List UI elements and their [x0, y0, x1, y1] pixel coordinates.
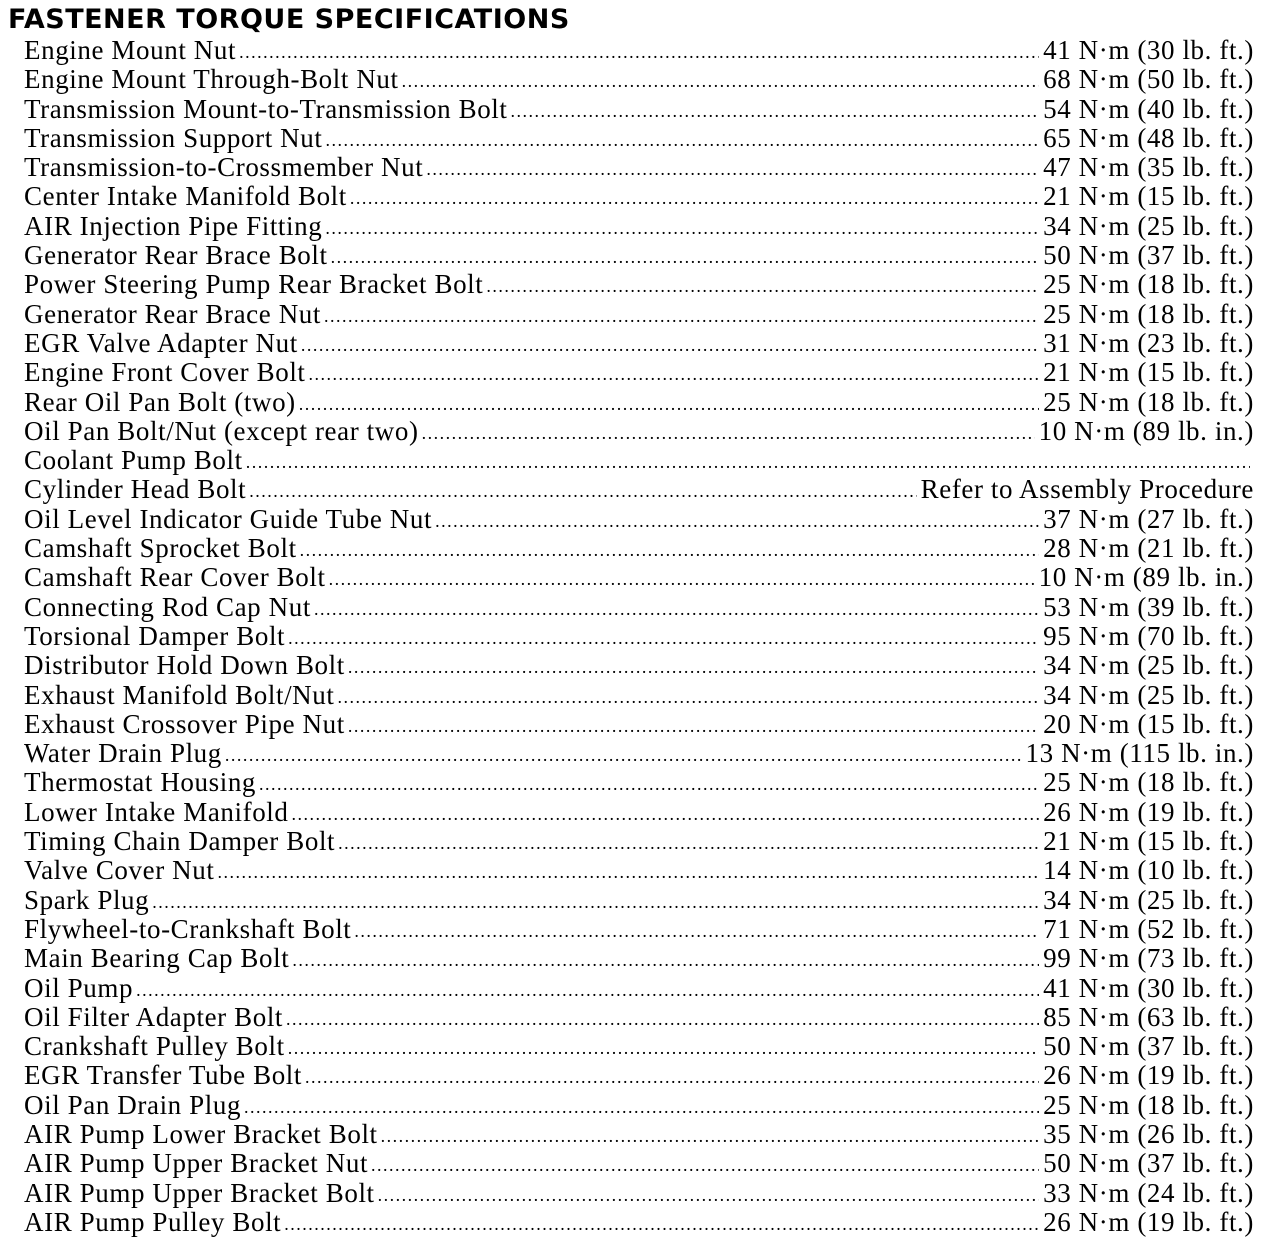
torque-value: 31 N·m (23 lb. ft.): [1043, 328, 1254, 358]
fastener-name: Main Bearing Cap Bolt: [24, 944, 290, 974]
fastener-name: Spark Plug: [24, 885, 150, 915]
torque-value: 68 N·m (50 lb. ft.): [1043, 65, 1254, 95]
fastener-name: Transmission Support Nut: [24, 123, 323, 153]
torque-value: 50 N·m (37 lb. ft.): [1043, 241, 1254, 271]
torque-value: 20 N·m (15 lb. ft.): [1043, 709, 1254, 739]
page-title: FASTENER TORQUE SPECIFICATIONS: [8, 4, 570, 35]
fastener-name: Exhaust Manifold Bolt/Nut: [24, 680, 335, 710]
spec-row: [24, 300, 1254, 329]
fastener-name: EGR Transfer Tube Bolt: [24, 1061, 303, 1091]
fastener-name: Crankshaft Pulley Bolt: [24, 1032, 285, 1062]
fastener-name: AIR Pump Lower Bracket Bolt: [24, 1119, 378, 1149]
fastener-name: Timing Chain Damper Bolt: [24, 827, 336, 857]
spec-row: [24, 417, 1254, 446]
fastener-name: Torsional Damper Bolt: [24, 621, 286, 651]
spec-row: [24, 827, 1254, 856]
dot-leader: [288, 624, 1039, 651]
dot-leader: [331, 243, 1040, 270]
torque-spec-list: [8, 36, 1254, 1237]
fastener-name: Transmission-to-Crossmember Nut: [24, 153, 424, 183]
torque-value: 41 N·m (30 lb. ft.): [1043, 36, 1254, 65]
dot-leader: [305, 1063, 1039, 1090]
fastener-name: Camshaft Rear Cover Bolt: [24, 563, 326, 593]
spec-row: [24, 856, 1254, 885]
spec-row: [24, 651, 1254, 680]
spec-row: [24, 974, 1254, 1003]
fastener-name: Coolant Pump Bolt: [24, 446, 243, 476]
fastener-name: Oil Filter Adapter Bolt: [24, 1002, 284, 1032]
spec-row: [24, 768, 1254, 797]
torque-value: 26 N·m (19 lb. ft.): [1043, 797, 1254, 827]
spec-row: [24, 886, 1254, 915]
spec-row: [24, 1120, 1254, 1149]
torque-value: 54 N·m (40 lb. ft.): [1043, 94, 1254, 124]
spec-row: [24, 915, 1254, 944]
fastener-name: Connecting Rod Cap Nut: [24, 592, 311, 622]
torque-value: 10 N·m (89 lb. in.): [1038, 416, 1254, 446]
spec-row: [24, 212, 1254, 241]
dot-leader: [350, 184, 1039, 211]
dot-leader: [239, 38, 1039, 65]
fastener-name: Cylinder Head Bolt: [24, 475, 247, 505]
dot-leader: [300, 536, 1039, 563]
torque-value: 14 N·m (10 lb. ft.): [1043, 856, 1254, 886]
fastener-name: Rear Oil Pan Bolt (two): [24, 387, 296, 417]
spec-row: [24, 358, 1254, 387]
spec-row: [24, 329, 1254, 358]
dot-leader: [259, 770, 1039, 797]
spec-row: [24, 475, 1254, 504]
torque-value: 25 N·m (18 lb. ft.): [1043, 270, 1254, 300]
fastener-name: Oil Pan Drain Plug: [24, 1090, 242, 1120]
torque-value: 25 N·m (18 lb. ft.): [1043, 387, 1254, 417]
spec-row: [24, 1032, 1254, 1061]
spec-row: [24, 182, 1254, 211]
torque-value: 34 N·m (25 lb. ft.): [1043, 885, 1254, 915]
spec-row: [24, 153, 1254, 182]
torque-value: 99 N·m (73 lb. ft.): [1043, 944, 1254, 974]
torque-value: 37 N·m (27 lb. ft.): [1043, 504, 1254, 534]
spec-row: [24, 1091, 1254, 1120]
torque-value: 21 N·m (15 lb. ft.): [1043, 182, 1254, 212]
spec-row: [24, 798, 1254, 827]
dot-leader: [286, 1005, 1039, 1032]
dot-leader: [435, 507, 1039, 534]
fastener-name: Valve Cover Nut: [24, 856, 215, 886]
fastener-name: Exhaust Crossover Pipe Nut: [24, 709, 345, 739]
torque-value: 50 N·m (37 lb. ft.): [1043, 1032, 1254, 1062]
spec-row: [24, 36, 1254, 65]
fastener-name: AIR Pump Pulley Bolt: [24, 1207, 282, 1237]
dot-leader: [152, 888, 1039, 915]
dot-leader: [426, 155, 1039, 182]
dot-leader: [511, 97, 1040, 124]
spec-row: [24, 681, 1254, 710]
torque-value: 71 N·m (52 lb. ft.): [1043, 914, 1254, 944]
torque-value: 21 N·m (15 lb. ft.): [1043, 358, 1254, 388]
dot-leader: [225, 741, 1022, 768]
torque-value: 10 N·m (89 lb. in.): [1038, 563, 1254, 593]
fastener-name: Generator Rear Brace Bolt: [24, 241, 328, 271]
spec-row: [24, 446, 1254, 475]
fastener-name: Distributor Hold Down Bolt: [24, 651, 345, 681]
fastener-name: Engine Mount Through-Bolt Nut: [24, 65, 399, 95]
torque-value: 26 N·m (19 lb. ft.): [1043, 1207, 1254, 1237]
spec-row: [24, 241, 1254, 270]
fastener-name: Lower Intake Manifold: [24, 797, 289, 827]
dot-leader: [337, 683, 1039, 710]
torque-value: 34 N·m (25 lb. ft.): [1043, 680, 1254, 710]
spec-row: [24, 944, 1254, 973]
dot-leader: [325, 214, 1039, 241]
torque-value: 26 N·m (19 lb. ft.): [1043, 1061, 1254, 1091]
dot-leader: [314, 595, 1039, 622]
torque-value: Refer to Assembly Procedure: [920, 475, 1254, 505]
spec-row: [24, 505, 1254, 534]
spec-row: [24, 593, 1254, 622]
dot-leader: [246, 448, 1250, 475]
fastener-name: AIR Injection Pipe Fitting: [24, 211, 323, 241]
dot-leader: [486, 272, 1039, 299]
dot-leader: [309, 360, 1040, 387]
fastener-name: Engine Front Cover Bolt: [24, 358, 306, 388]
dot-leader: [217, 858, 1039, 885]
torque-value: 50 N·m (37 lb. ft.): [1043, 1149, 1254, 1179]
dot-leader: [288, 1034, 1039, 1061]
fastener-name: Generator Rear Brace Nut: [24, 299, 322, 329]
torque-value: 65 N·m (48 lb. ft.): [1043, 123, 1254, 153]
dot-leader: [371, 1151, 1039, 1178]
torque-value: 85 N·m (63 lb. ft.): [1043, 1002, 1254, 1032]
spec-row: [24, 1003, 1254, 1032]
torque-value: 13 N·m (115 lb. in.): [1025, 739, 1254, 769]
fastener-name: Center Intake Manifold Bolt: [24, 182, 347, 212]
dot-leader: [329, 565, 1035, 592]
torque-value: 53 N·m (39 lb. ft.): [1043, 592, 1254, 622]
torque-value: 47 N·m (35 lb. ft.): [1043, 153, 1254, 183]
torque-value: 35 N·m (26 lb. ft.): [1043, 1119, 1254, 1149]
dot-leader: [136, 976, 1039, 1003]
torque-value: 25 N·m (18 lb. ft.): [1043, 299, 1254, 329]
dot-leader: [301, 331, 1039, 358]
fastener-name: Thermostat Housing: [24, 768, 257, 798]
dot-leader: [244, 1093, 1039, 1120]
dot-leader: [354, 917, 1039, 944]
spec-row: [24, 563, 1254, 592]
dot-leader: [324, 302, 1039, 329]
torque-value: 21 N·m (15 lb. ft.): [1043, 827, 1254, 857]
fastener-name: Power Steering Pump Rear Bracket Bolt: [24, 270, 484, 300]
spec-row: [24, 739, 1254, 768]
dot-leader: [381, 1122, 1039, 1149]
fastener-name: Engine Mount Nut: [24, 36, 237, 65]
fastener-name: Oil Pump: [24, 973, 134, 1003]
spec-row: [24, 1149, 1254, 1178]
spec-row: [24, 622, 1254, 651]
fastener-name: Transmission Mount-to-Transmission Bolt: [24, 94, 508, 124]
dot-leader: [292, 946, 1039, 973]
torque-value: 95 N·m (70 lb. ft.): [1043, 621, 1254, 651]
spec-row: [24, 65, 1254, 94]
dot-leader: [292, 800, 1040, 827]
torque-value: 25 N·m (18 lb. ft.): [1043, 768, 1254, 798]
spec-row: [24, 1179, 1254, 1208]
fastener-name: Water Drain Plug: [24, 739, 222, 769]
fastener-name: Camshaft Sprocket Bolt: [24, 534, 297, 564]
fastener-name: Oil Level Indicator Guide Tube Nut: [24, 504, 433, 534]
torque-value: 28 N·m (21 lb. ft.): [1043, 534, 1254, 564]
spec-row: [24, 1208, 1254, 1237]
dot-leader: [325, 126, 1039, 153]
torque-value: 41 N·m (30 lb. ft.): [1043, 973, 1254, 1003]
fastener-name: Flywheel-to-Crankshaft Bolt: [24, 914, 352, 944]
spec-row: [24, 388, 1254, 417]
spec-row: [24, 95, 1254, 124]
fastener-name: AIR Pump Upper Bracket Bolt: [24, 1178, 375, 1208]
dot-leader: [402, 67, 1039, 94]
spec-row: [24, 124, 1254, 153]
dot-leader: [299, 390, 1039, 417]
spec-row: [24, 710, 1254, 739]
torque-value: 34 N·m (25 lb. ft.): [1043, 211, 1254, 241]
torque-value: 25 N·m (18 lb. ft.): [1043, 1090, 1254, 1120]
fastener-name: Oil Pan Bolt/Nut (except rear two): [24, 416, 419, 446]
fastener-name: EGR Valve Adapter Nut: [24, 328, 298, 358]
dot-leader: [348, 653, 1039, 680]
dot-leader: [338, 829, 1039, 856]
spec-row: [24, 1061, 1254, 1090]
dot-leader: [249, 477, 916, 504]
spec-row: [24, 534, 1254, 563]
dot-leader: [284, 1210, 1039, 1237]
torque-value: 33 N·m (24 lb. ft.): [1043, 1178, 1254, 1208]
dot-leader: [378, 1181, 1039, 1208]
fastener-name: AIR Pump Upper Bracket Nut: [24, 1149, 369, 1179]
dot-leader: [348, 712, 1039, 739]
dot-leader: [422, 419, 1035, 446]
spec-row: [24, 270, 1254, 299]
torque-value: 34 N·m (25 lb. ft.): [1043, 651, 1254, 681]
